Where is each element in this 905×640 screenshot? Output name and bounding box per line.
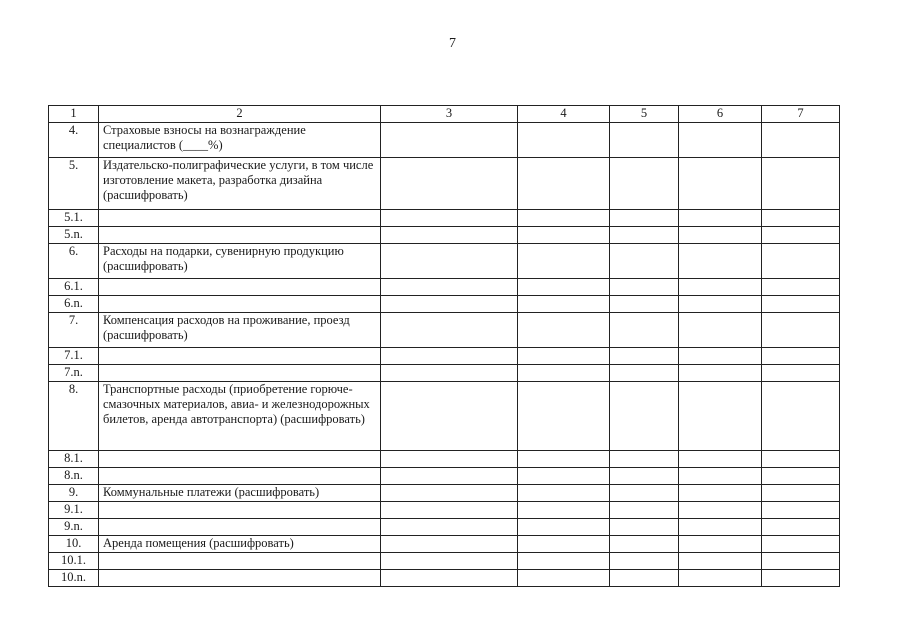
table-row bbox=[49, 227, 840, 244]
empty-value-cell bbox=[610, 451, 679, 468]
empty-value-cell bbox=[679, 158, 762, 210]
empty-value-cell bbox=[381, 536, 518, 553]
empty-value-cell bbox=[381, 313, 518, 348]
empty-value-cell bbox=[518, 365, 610, 382]
row-number-cell: 7.1. bbox=[49, 348, 99, 365]
empty-value-cell bbox=[679, 227, 762, 244]
empty-value-cell bbox=[610, 536, 679, 553]
empty-value-cell bbox=[762, 158, 840, 210]
empty-value-cell bbox=[679, 382, 762, 451]
empty-value-cell bbox=[381, 279, 518, 296]
empty-value-cell bbox=[610, 123, 679, 158]
table-row bbox=[49, 244, 840, 279]
empty-value-cell bbox=[610, 227, 679, 244]
empty-value-cell bbox=[610, 365, 679, 382]
empty-value-cell bbox=[762, 313, 840, 348]
empty-value-cell bbox=[679, 468, 762, 485]
header-row bbox=[49, 106, 840, 123]
empty-value-cell bbox=[381, 451, 518, 468]
row-description-cell bbox=[99, 348, 381, 365]
empty-value-cell bbox=[381, 348, 518, 365]
row-description-cell bbox=[99, 468, 381, 485]
empty-value-cell bbox=[381, 519, 518, 536]
table-row bbox=[49, 313, 840, 348]
row-description-cell bbox=[99, 227, 381, 244]
empty-value-cell bbox=[679, 502, 762, 519]
row-description-cell bbox=[99, 365, 381, 382]
empty-value-cell bbox=[381, 382, 518, 451]
column-header: 7 bbox=[762, 106, 840, 123]
empty-value-cell bbox=[610, 519, 679, 536]
row-number-cell: 9.1. bbox=[49, 502, 99, 519]
budget-table bbox=[48, 105, 840, 587]
column-header: 5 bbox=[610, 106, 679, 123]
empty-value-cell bbox=[381, 570, 518, 587]
empty-value-cell bbox=[610, 570, 679, 587]
empty-value-cell bbox=[679, 536, 762, 553]
empty-value-cell bbox=[518, 313, 610, 348]
empty-value-cell bbox=[762, 210, 840, 227]
empty-value-cell bbox=[762, 365, 840, 382]
table-row bbox=[49, 158, 840, 210]
row-description-cell: Расходы на подарки, сувенирную продукцию (расшифровать) bbox=[99, 244, 381, 279]
table-row bbox=[49, 382, 840, 451]
table-row bbox=[49, 123, 840, 158]
empty-value-cell bbox=[381, 123, 518, 158]
empty-value-cell bbox=[679, 244, 762, 279]
table-row bbox=[49, 502, 840, 519]
column-header: 1 bbox=[49, 106, 99, 123]
table-row bbox=[49, 519, 840, 536]
empty-value-cell bbox=[610, 158, 679, 210]
table-body bbox=[49, 123, 840, 587]
empty-value-cell bbox=[518, 451, 610, 468]
empty-value-cell bbox=[762, 570, 840, 587]
empty-value-cell bbox=[762, 227, 840, 244]
empty-value-cell bbox=[762, 123, 840, 158]
row-description-cell bbox=[99, 570, 381, 587]
empty-value-cell bbox=[762, 348, 840, 365]
empty-value-cell bbox=[518, 279, 610, 296]
row-number-cell: 9.n. bbox=[49, 519, 99, 536]
row-number-cell: 5. bbox=[49, 158, 99, 210]
row-description-cell: Компенсация расходов на проживание, проезд (расшифровать) bbox=[99, 313, 381, 348]
column-header: 4 bbox=[518, 106, 610, 123]
empty-value-cell bbox=[381, 553, 518, 570]
row-number-cell: 6.n. bbox=[49, 296, 99, 313]
table-row bbox=[49, 348, 840, 365]
row-description-cell: Издательско-полиграфические услуги, в том числе изготовление макета, разработка дизайна (расшифровать) bbox=[99, 158, 381, 210]
empty-value-cell bbox=[679, 553, 762, 570]
empty-value-cell bbox=[610, 313, 679, 348]
row-number-cell: 7. bbox=[49, 313, 99, 348]
row-description-cell: Коммунальные платежи (расшифровать) bbox=[99, 485, 381, 502]
empty-value-cell bbox=[610, 348, 679, 365]
empty-value-cell bbox=[762, 468, 840, 485]
empty-value-cell bbox=[381, 502, 518, 519]
empty-value-cell bbox=[679, 519, 762, 536]
row-number-cell: 8.n. bbox=[49, 468, 99, 485]
table-row bbox=[49, 210, 840, 227]
empty-value-cell bbox=[762, 536, 840, 553]
row-description-cell bbox=[99, 519, 381, 536]
row-number-cell: 10. bbox=[49, 536, 99, 553]
empty-value-cell bbox=[679, 365, 762, 382]
table-row bbox=[49, 279, 840, 296]
row-description-cell bbox=[99, 451, 381, 468]
empty-value-cell bbox=[679, 296, 762, 313]
empty-value-cell bbox=[381, 227, 518, 244]
empty-value-cell bbox=[610, 553, 679, 570]
table-row bbox=[49, 536, 840, 553]
row-description-cell bbox=[99, 553, 381, 570]
empty-value-cell bbox=[762, 519, 840, 536]
row-description-cell bbox=[99, 296, 381, 313]
empty-value-cell bbox=[762, 451, 840, 468]
empty-value-cell bbox=[679, 123, 762, 158]
empty-value-cell bbox=[518, 123, 610, 158]
empty-value-cell bbox=[762, 485, 840, 502]
empty-value-cell bbox=[518, 210, 610, 227]
table-row bbox=[49, 570, 840, 587]
empty-value-cell bbox=[518, 468, 610, 485]
empty-value-cell bbox=[518, 485, 610, 502]
empty-value-cell bbox=[679, 313, 762, 348]
empty-value-cell bbox=[518, 519, 610, 536]
row-number-cell: 7.n. bbox=[49, 365, 99, 382]
empty-value-cell bbox=[518, 158, 610, 210]
empty-value-cell bbox=[518, 536, 610, 553]
row-number-cell: 4. bbox=[49, 123, 99, 158]
empty-value-cell bbox=[679, 451, 762, 468]
table-row bbox=[49, 451, 840, 468]
row-description-cell: Аренда помещения (расшифровать) bbox=[99, 536, 381, 553]
table-row bbox=[49, 485, 840, 502]
empty-value-cell bbox=[762, 502, 840, 519]
table-row bbox=[49, 553, 840, 570]
row-description-cell: Страховые взносы на вознаграждение специалистов (____%) bbox=[99, 123, 381, 158]
table-row bbox=[49, 296, 840, 313]
empty-value-cell bbox=[762, 244, 840, 279]
empty-value-cell bbox=[381, 158, 518, 210]
row-number-cell: 5.n. bbox=[49, 227, 99, 244]
empty-value-cell bbox=[518, 570, 610, 587]
row-description-cell: Транспортные расходы (приобретение горюче-смазочных материалов, авиа- и железнодорожных билетов, аренда автотранспорта) (расшифровать) bbox=[99, 382, 381, 451]
column-header: 6 bbox=[679, 106, 762, 123]
empty-value-cell bbox=[610, 279, 679, 296]
empty-value-cell bbox=[518, 227, 610, 244]
empty-value-cell bbox=[679, 570, 762, 587]
empty-value-cell bbox=[381, 296, 518, 313]
row-number-cell: 10.n. bbox=[49, 570, 99, 587]
empty-value-cell bbox=[610, 485, 679, 502]
empty-value-cell bbox=[679, 348, 762, 365]
empty-value-cell bbox=[518, 502, 610, 519]
empty-value-cell bbox=[381, 485, 518, 502]
row-number-cell: 8.1. bbox=[49, 451, 99, 468]
column-header: 2 bbox=[99, 106, 381, 123]
empty-value-cell bbox=[679, 485, 762, 502]
empty-value-cell bbox=[610, 296, 679, 313]
empty-value-cell bbox=[518, 553, 610, 570]
empty-value-cell bbox=[679, 279, 762, 296]
empty-value-cell bbox=[381, 210, 518, 227]
empty-value-cell bbox=[679, 210, 762, 227]
row-number-cell: 9. bbox=[49, 485, 99, 502]
empty-value-cell bbox=[610, 210, 679, 227]
row-number-cell: 6.1. bbox=[49, 279, 99, 296]
empty-value-cell bbox=[762, 296, 840, 313]
empty-value-cell bbox=[518, 244, 610, 279]
empty-value-cell bbox=[381, 365, 518, 382]
empty-value-cell bbox=[762, 382, 840, 451]
empty-value-cell bbox=[381, 468, 518, 485]
empty-value-cell bbox=[762, 279, 840, 296]
row-number-cell: 8. bbox=[49, 382, 99, 451]
empty-value-cell bbox=[610, 502, 679, 519]
empty-value-cell bbox=[518, 296, 610, 313]
empty-value-cell bbox=[518, 348, 610, 365]
row-description-cell bbox=[99, 210, 381, 227]
row-number-cell: 5.1. bbox=[49, 210, 99, 227]
empty-value-cell bbox=[381, 244, 518, 279]
page-number: 7 bbox=[449, 36, 456, 51]
row-description-cell bbox=[99, 502, 381, 519]
table-row bbox=[49, 365, 840, 382]
empty-value-cell bbox=[610, 244, 679, 279]
row-description-cell bbox=[99, 279, 381, 296]
column-header: 3 bbox=[381, 106, 518, 123]
empty-value-cell bbox=[610, 468, 679, 485]
empty-value-cell bbox=[610, 382, 679, 451]
row-number-cell: 10.1. bbox=[49, 553, 99, 570]
empty-value-cell bbox=[762, 553, 840, 570]
empty-value-cell bbox=[518, 382, 610, 451]
row-number-cell: 6. bbox=[49, 244, 99, 279]
table-row bbox=[49, 468, 840, 485]
